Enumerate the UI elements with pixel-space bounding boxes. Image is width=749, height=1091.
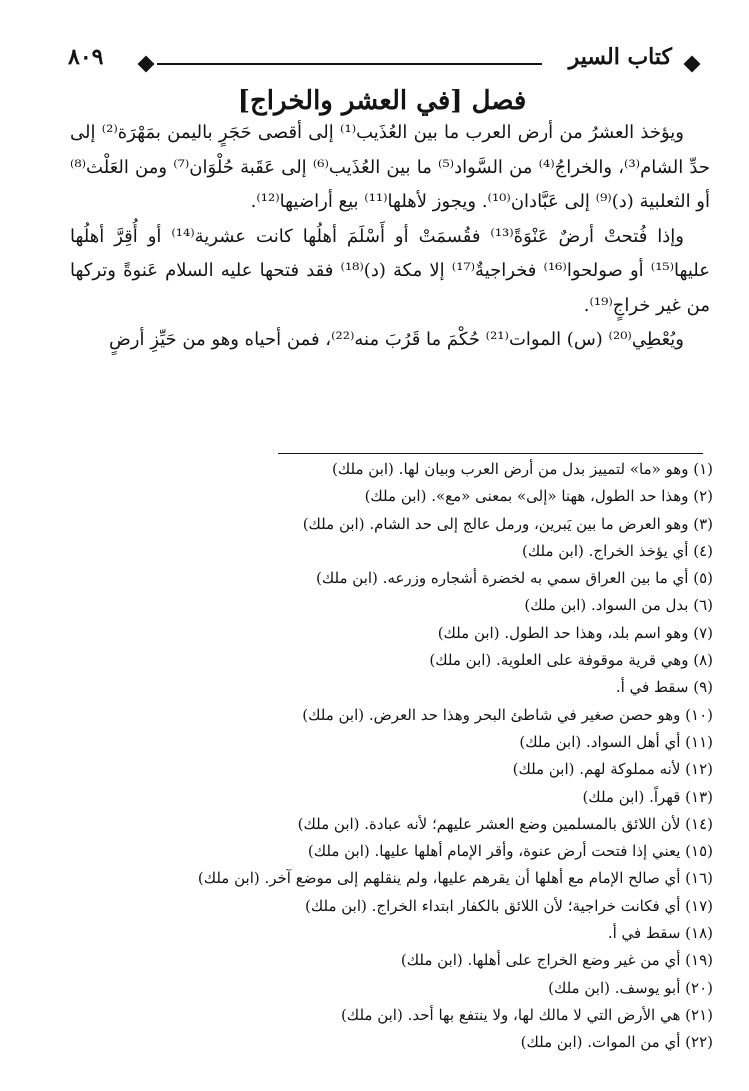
- footnote: (١٥) يعني إذا فتحت أرض عنوة، وأقر الإمام أهلها عليها. (ابن ملك): [307, 842, 713, 861]
- footnote: (١٩) أي من غير وضع الخراج على أهلها. (ابن ملك): [400, 951, 713, 970]
- footnote: (٢) وهذا حد الطول، ههنا «إلى» بمعنى «مع». (ابن ملك): [364, 487, 713, 506]
- paragraph: ويُعْطِي⁽²⁰⁾ (س) الموات⁽²¹⁾ حُكْمَ ما قَرُبَ منه⁽²²⁾، فمن أحياه وهو من حَيِّزِ أرضٍ: [109, 329, 684, 350]
- footnote: (١٦) أي صالح الإمام مع أهلها أن يقرهم عليها، ولم ينقلهم إلى موضع آخر. (ابن ملك): [197, 869, 713, 888]
- header-rule: [157, 63, 542, 65]
- footnote: (٩) سقط في أ.: [615, 678, 713, 697]
- footnote: (٤) أي يؤخذ الخراج. (ابن ملك): [521, 541, 713, 560]
- footnote: (١٢) لأنه مملوكة لهم. (ابن ملك): [512, 760, 713, 779]
- footnote: (٨) وهي قرية موقوفة على العلوية. (ابن ملك): [429, 651, 713, 670]
- main-text: [70, 116, 710, 358]
- footnote: (١٣) قهراً. (ابن ملك): [582, 787, 713, 806]
- paragraph: ويؤخذ العشرُ من أرض العرب ما بين العُذَيب⁽¹⁾ إلى أقصى حَجَرٍ باليمن بمَهْرَة⁽²⁾ إلى حدِّ الشام⁽³⁾، والخراجُ⁽⁴⁾ من السَّواد⁽⁵⁾ ما بين العُذَيب⁽⁶⁾ إلى عَقَبة حُلْوَان⁽⁷⁾ ومن العَلْث⁽⁸⁾ أو الثعلبية (د)⁽⁹⁾ إلى عَبَّادان⁽¹⁰⁾. ويجوز لأهلها⁽¹¹⁾ بيع أراضيها⁽¹²⁾.: [70, 122, 711, 212]
- footnote: (١٧) أي فكانت خراجية؛ لأن اللائق بالكفار ابتداء الخراج. (ابن ملك): [304, 896, 713, 915]
- book-title: كتاب السير: [568, 44, 672, 70]
- page-number: ٨٠٩: [68, 44, 104, 70]
- footnote: (١١) أي أهل السواد. (ابن ملك): [519, 732, 713, 751]
- footnotes-list: [113, 456, 713, 1057]
- footnote-divider: [278, 453, 703, 454]
- footnote: (٢١) هي الأرض التي لا مالك لها، ولا ينتفع بها أحد. (ابن ملك): [340, 1005, 713, 1024]
- footnote: (٥) أي ما بين العراق سمي به لخضرة أشجاره وزرعه. (ابن ملك): [316, 569, 713, 588]
- footnote: (١٨) سقط في أ.: [607, 924, 713, 943]
- section-title: فصل [في العشر والخراج]: [237, 86, 527, 116]
- footnote: (٧) وهو اسم بلد، وهذا حد الطول. (ابن ملك): [437, 623, 713, 642]
- diamond-bullet-icon: [138, 56, 155, 73]
- footnote: (١) وهو «ما» لتمييز بدل من أرض العرب وبيان لها. (ابن ملك): [332, 460, 713, 478]
- footnote: (٢٢) أي من الموات. (ابن ملك): [520, 1033, 713, 1052]
- running-header: [62, 38, 702, 78]
- paragraph: وإذا فُتحتْ أرضٌ عَنْوَةً⁽¹³⁾ فقُسمَتْ أو أَسْلَمَ أهلُها كانت عشرية⁽¹⁴⁾ أو أُقِرَّ أهلُها عليها⁽¹⁵⁾ أو صولحوا⁽¹⁶⁾ فخراجيةٌ⁽¹⁷⁾ إلا مكة (د)⁽¹⁸⁾ فقد فتحها عليه السلام عَنوةً وتركها من غير خراجٍ⁽¹⁹⁾.: [70, 225, 710, 316]
- footnote: (٢٠) أبو يوسف. (ابن ملك): [548, 978, 713, 997]
- diamond-bullet-icon: [684, 56, 701, 73]
- footnote: (٦) بدل من السواد. (ابن ملك): [524, 596, 713, 615]
- footnote: (٣) وهو العرض ما بين يَبرين، ورمل عالج إلى حد الشام. (ابن ملك): [302, 514, 713, 533]
- footnote: (١٤) لأن اللائق بالمسلمين وضع العشر عليهم؛ لأنه عبادة. (ابن ملك): [297, 814, 713, 833]
- footnote: (١٠) وهو حصن صغير في شاطئ البحر وهذا حد العرض. (ابن ملك): [302, 705, 713, 724]
